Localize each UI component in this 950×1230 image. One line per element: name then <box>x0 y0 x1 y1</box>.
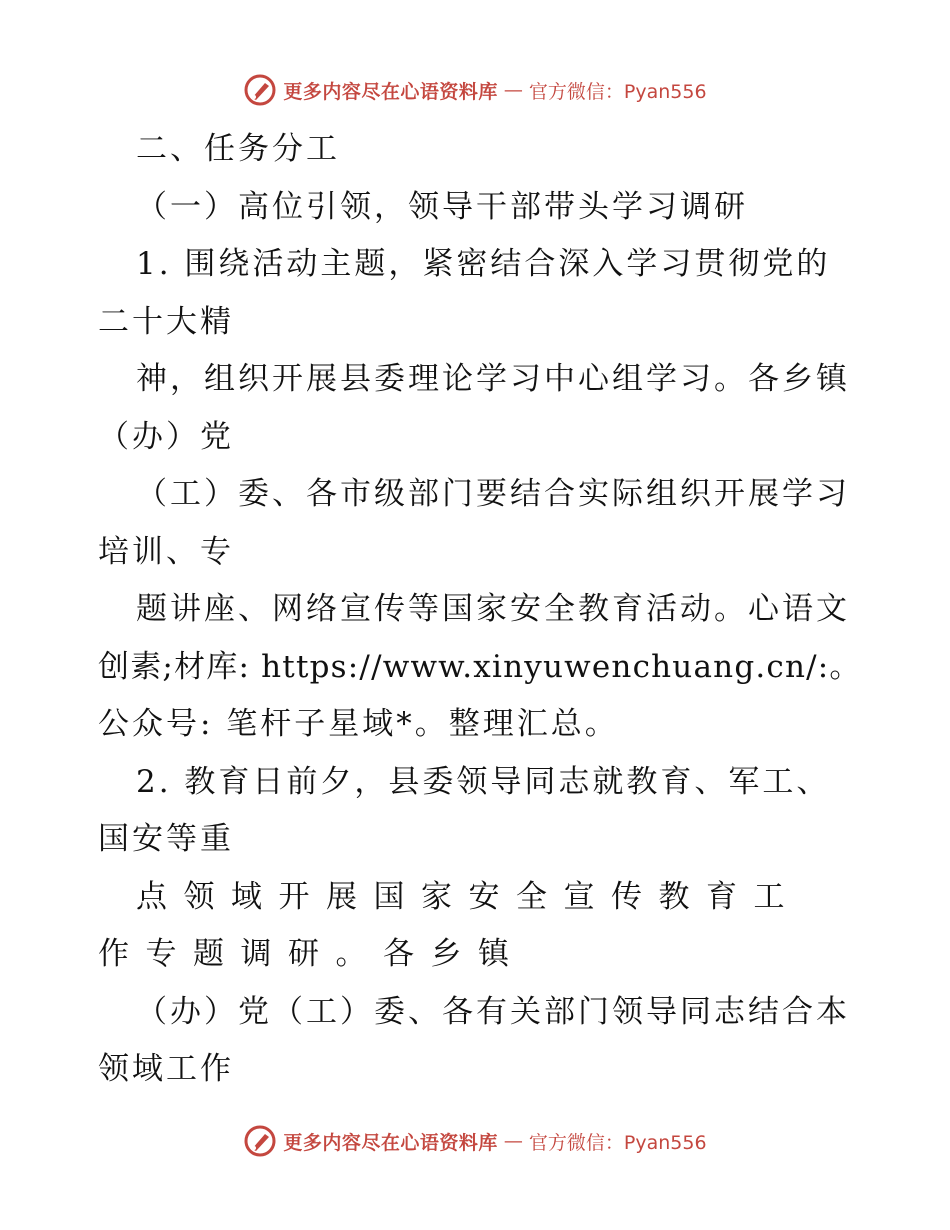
paragraph-line: （办）党（工）委、各有关部门领导同志结合本 <box>136 993 850 1030</box>
paragraph-line: 题讲座、网络宣传等国家安全教育活动。心语文 <box>136 591 850 627</box>
paragraph-line: 作专题调研。各乡镇 <box>98 936 526 972</box>
document-body <box>98 121 862 1099</box>
section-heading: 二、任务分工 <box>136 131 340 167</box>
header-wechat: 官方微信：Pyan556 <box>528 80 707 103</box>
paragraph-line: 1. 围绕活动主题，紧密结合深入学习贯彻党的 <box>136 246 831 282</box>
paragraph-line: 公众号: 笔杆子星域*。整理汇总。 <box>98 706 619 742</box>
pen-circle-logo-icon <box>243 1124 277 1158</box>
footer-banner-text: 更多内容尽在心语资料库 <box>283 1131 498 1154</box>
paragraph-line: 领域工作 <box>98 1051 234 1087</box>
paragraph-line: （工）委、各市级部门要结合实际组织开展学习 <box>136 476 850 512</box>
header-separator: — <box>503 79 523 101</box>
paragraph-line: 点领域开展国家安全宣传教育工 <box>136 878 801 915</box>
paragraph-line: 二十大精 <box>98 303 234 340</box>
paragraph-line: 国安等重 <box>98 821 234 857</box>
paragraph-line: 神，组织开展县委理论学习中心组学习。各乡镇 <box>136 361 850 397</box>
header-banner <box>0 70 950 110</box>
paragraph-line: 创素;材库: https://www.xinyuwenchuang.cn/:。 <box>98 648 862 685</box>
paragraph-line: （办）党 <box>98 418 234 455</box>
header-banner-text: 更多内容尽在心语资料库 <box>283 80 498 103</box>
paragraph-line: 2. 教育日前夕，县委领导同志就教育、军工、 <box>136 763 831 800</box>
footer-wechat: 官方微信：Pyan556 <box>528 1131 707 1154</box>
footer-separator: — <box>503 1130 523 1152</box>
pen-circle-logo-icon <box>243 73 277 107</box>
paragraph-line: 培训、专 <box>98 533 234 570</box>
subsection-heading: （一）高位引领，领导干部带头学习调研 <box>136 188 748 225</box>
footer-banner <box>0 1121 950 1161</box>
